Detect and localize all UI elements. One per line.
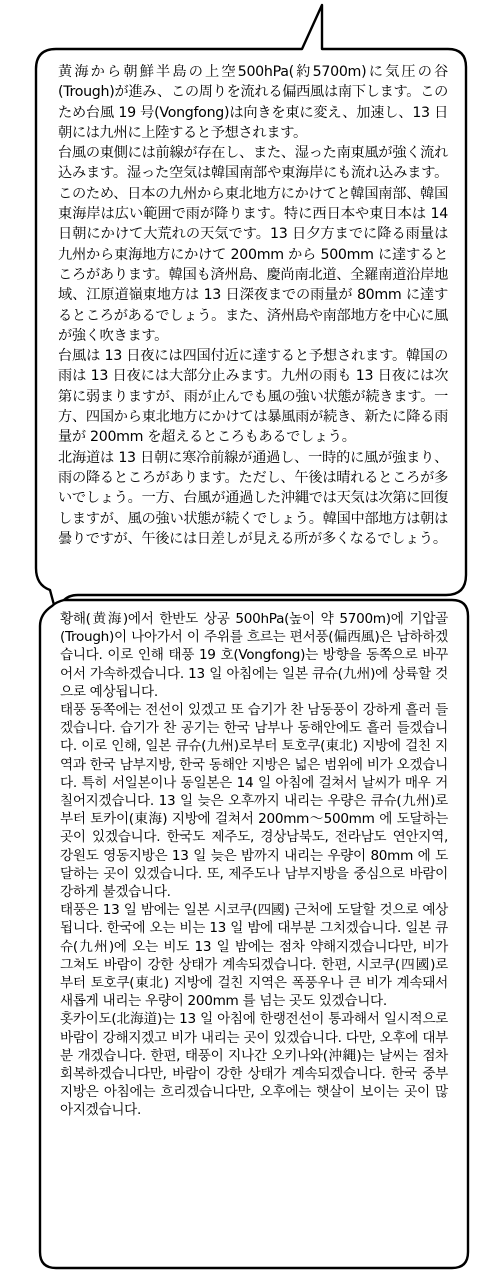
japanese-paragraph-2: 台風の東側には前線が存在し、また、湿った南東風が強く流れ込みます。湿った空気は韓国南部や東海岸にも流れ込みます。このため、日本の九州から東北地方にかけてと韓国南部、韓国東海岸は広い範囲で雨が降ります。特に西日本や東日本は 14 日朝にかけて大荒れの天気です。13 日夕方までに降る雨量は九州から東海地方にかけて 200mm から 500mm に達するところがあります。韓国も済州島、慶尚南北道、全羅南道沿岸地域、江原道嶺東地方は 13 日深夜までの雨量が 80mm に達するところがあるでしょう。また、済州島や南部地方を中心に風が強く吹きます。: [58, 145, 448, 344]
japanese-forecast-text: [58, 62, 448, 549]
korean-paragraph-2: 태풍 동쪽에는 전선이 있겠고 또 습기가 찬 남동풍이 강하게 흘러 들겠습니다. 습기가 찬 공기는 한국 남부나 동해안에도 흘러 들겠습니다. 이로 인해, 일본 큐슈(九州)로부터 토호쿠(東北) 지방에 걸친 지역과 한국 남부지방, 한국 동해안 지방은 넓은 범위에 비가 오겠습니다. 특히 서일본이나 동일본은 14 일 아침에 걸쳐서 날씨가 매우 거칠어지겠습니다. 13 일 늦은 오후까지 내리는 우량은 큐슈(九州)로부터 토카이(東海) 지방에 걸쳐서 200mm～500mm 에 도달하는 곳이 있겠습니다. 한국도 제주도, 경상남북도, 전라남도 연안지역, 강원도 영동지방은 13 일 늦은 밤까지 내리는 우량이 80mm 에 도달하는 곳이 있겠습니다. 또, 제주도나 남부지방을 중심으로 바람이 강하게 불겠습니다.: [60, 702, 448, 901]
korean-paragraph-4: 홋카이도(北海道)는 13 일 아침에 한랭전선이 통과해서 일시적으로 바람이 강해지겠고 비가 내리는 곳이 있겠습니다. 다만, 오후에 대부분 개겠습니다. 한편, 태풍이 지나간 오키나와(沖縄)는 날씨는 점차 회복하겠습니다만, 바람이 강한 상태가 계속되겠습니다. 한국 중부지방은 아침에는 흐리겠습니다만, 오후에는 햇살이 보이는 곳이 많아지겠습니다.: [60, 1011, 448, 1119]
korean-forecast-text: [60, 610, 448, 1120]
japanese-paragraph-3: 台風は 13 日夜には四国付近に達すると予想されます。韓国の雨は 13 日夜には大部分止みます。九州の雨も 13 日夜には次第に弱まりますが、雨が止んでも風の強い状態が続きます。一方、四国から東北地方にかけては暴風雨が続き、新たに降る雨量が 200mm を超えるところもあるでしょう。: [58, 348, 448, 446]
korean-paragraph-3: 태풍은 13 일 밤에는 일본 시코쿠(四國) 근처에 도달할 것으로 예상됩니다. 한국에 오는 비는 13 일 밤에 대부분 그치겠습니다. 일본 큐슈(九州)에 오는 비도 13 일 밤에는 점차 약해지겠습니다만, 비가 그쳐도 바람이 강한 상태가 계속되겠습니다. 한편, 시코쿠(四國)로부터 토호쿠(東北) 지방에 걸친 지역은 폭풍우나 큰 비가 계속돼서 새롭게 내리는 우량이 200mm 를 넘는 곳도 있겠습니다.: [60, 902, 448, 1010]
japanese-paragraph-4: 北海道は 13 日朝に寒冷前線が通過し、一時的に風が強まり、雨の降るところがあります。ただし、午後は晴れるところが多いでしょう。一方、台風が通過した沖縄では天気は次第に回復しますが、風の強い状態が続くでしょう。韓国中部地方は朝は曇りですが、午後には日差しが見える所が多くなるでしょう。: [58, 449, 448, 547]
korean-paragraph-1: 황해(黄海)에서 한반도 상공 500hPa(높이 약 5700m)에 기압골(Trough)이 나아가서 이 주위를 흐르는 편서풍(偏西風)은 남하하겠습니다. 이로 인해 태풍 19 호(Vongfong)는 방향을 동쪽으로 바꾸어서 가속하겠습니다. 13 일 아침에는 일본 큐슈(九州)에 상륙할 것으로 예상됩니다.: [60, 611, 448, 700]
japanese-paragraph-1: 黄海から朝鮮半島の上空500hPa(約5700m)に気圧の谷(Trough)が進み、この周りを流れる偏西風は南下します。このため台風 19 号(Vongfong)は向きを東に変え、加速し、13 日朝には九州に上陸すると予想されます。: [58, 64, 448, 141]
